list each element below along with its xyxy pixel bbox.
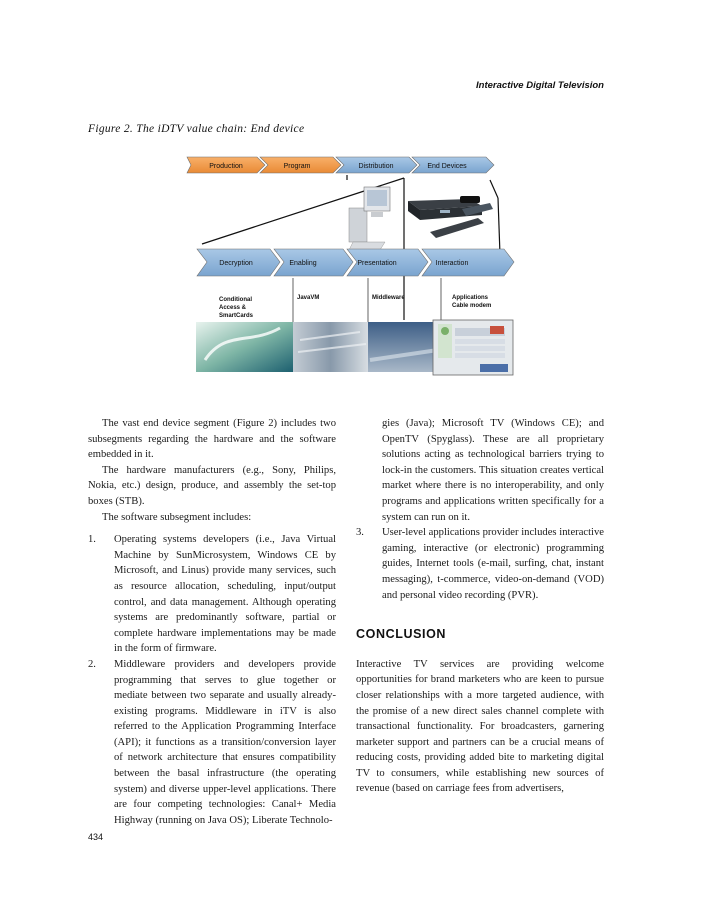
list-number: 3. bbox=[356, 527, 364, 539]
photo-strip bbox=[196, 320, 513, 375]
item-javavm: JavaVM bbox=[297, 295, 320, 301]
chevron-program-label: Program bbox=[283, 163, 311, 170]
item-conditional-access-line2: Access & bbox=[219, 305, 247, 311]
list-item bbox=[88, 657, 336, 829]
chevron-production-label: Production bbox=[209, 163, 243, 170]
list-item-continuation: gies (Java); Microsoft TV (Windows CE); and OpenTV (Spyglass). These are all proprietary solutions acting as technological barriers trying to lock-in the customers. This situation creates vertical market where there is no interoperability, and only programs and applications written specifically for a system can run on it. bbox=[382, 418, 604, 523]
bottom-chain bbox=[197, 249, 514, 276]
list-number: 2. bbox=[88, 658, 96, 670]
list-item-text: User-level applications provider includes interactive gaming, interactive (or electronic) programming guides, Internet tools (e-mail, surfing, chat, instant messaging), t-commerce, video-on-demand (VOD) and personal video recording (PVR). bbox=[382, 527, 604, 601]
item-middleware: Middleware bbox=[372, 295, 405, 301]
category-items bbox=[219, 295, 491, 319]
item-applications-line1: Applications bbox=[452, 295, 489, 301]
chevron-interaction-label: Interaction bbox=[435, 260, 469, 267]
chevron-presentation-label: Presentation bbox=[357, 260, 397, 267]
chevron-enabling-label: Enabling bbox=[289, 260, 317, 267]
page-number: 434 bbox=[88, 832, 104, 842]
list-item bbox=[88, 532, 336, 657]
value-chain-figure bbox=[0, 0, 709, 400]
list-item-text: Middleware providers and developers provide programming that serves to glue together or mediate between two separate and usually already-existing programs. Middleware in iTV is also referred to the Application Programming Interface (API); it functions as a transition/conversion layer of network architecture that ensures compatibility between the basal infrastructure (the operating system) and diverse upper-level applications. There are four competing technologies: Canal+ Media Highway (running on Java OS); Liberate Technolo- bbox=[114, 658, 336, 826]
list-item bbox=[356, 525, 604, 603]
devices-illustration bbox=[349, 187, 493, 250]
item-conditional-access-line1: Conditional bbox=[219, 297, 252, 303]
item-applications-line2: Cable modem bbox=[452, 303, 492, 309]
chevron-distribution-label: Distribution bbox=[358, 163, 394, 170]
paragraph-end-device-segment: The vast end device segment (Figure 2) includes two subsegments regarding the hardware and the software embedded in it. bbox=[88, 418, 336, 461]
chevron-end-devices-label: End Devices bbox=[427, 163, 467, 170]
figure-caption: Figure 2. The iDTV value chain: End device bbox=[88, 123, 305, 135]
top-chain bbox=[187, 157, 494, 173]
chevron-decryption-label: Decryption bbox=[219, 260, 253, 267]
list-item-text: Operating systems developers (i.e., Java Virtual Machine by SunMicrosystem, Windows CE by Microsoft, and Linus) provide many services, such as resource allocation, scheduling, input/output control, and data management. Although operating systems are predominantly software, partial or complete hardware implementations may be made in the form of firmware. bbox=[114, 534, 336, 655]
paragraph-conclusion: Interactive TV services are providing welcome opportunities for brand marketers who are keen to pursue closer relationships with a more targeted audience, with the promise of a new direct sales channel complete with transactional functionality. For broadcasters, garnering marketer support and partners can be a crucial means of reducing costs, providing added bite to marketing digital TV to consumers, while establishing new sources of revenue (based on carriage fees from advertisers, bbox=[356, 658, 604, 795]
paragraph-hardware-manufacturers: The hardware manufacturers (e.g., Sony, Philips, Nokia, etc.) design, produce, and assembly the set-top boxes (STB). bbox=[88, 464, 336, 507]
item-conditional-access-line3: SmartCards bbox=[219, 313, 254, 319]
section-heading-conclusion: CONCLUSION bbox=[356, 627, 447, 642]
list-number: 1. bbox=[88, 534, 96, 546]
software-list-left bbox=[88, 532, 336, 828]
paragraph-software-subsegment: The software subsegment includes: bbox=[102, 511, 252, 523]
software-list-right bbox=[356, 525, 604, 603]
running-head: Interactive Digital Television bbox=[476, 80, 604, 91]
right-column bbox=[356, 416, 604, 797]
left-column bbox=[88, 416, 336, 828]
